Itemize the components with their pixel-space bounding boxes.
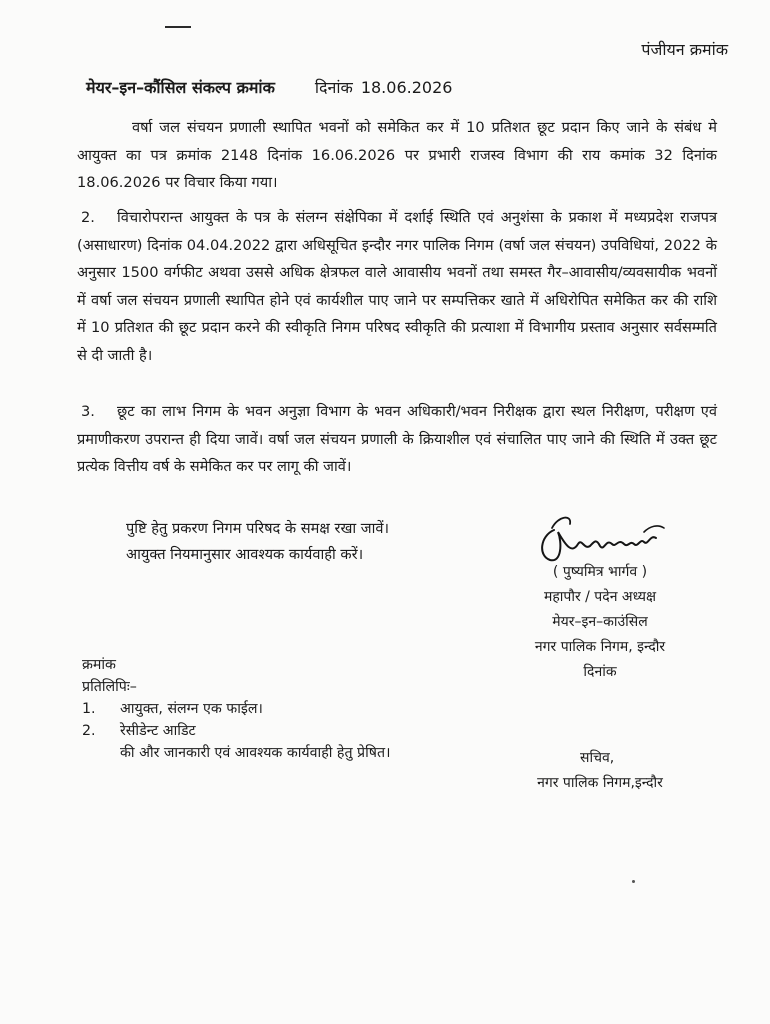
registration-number-label: पंजीयन क्रमांक (641, 40, 728, 59)
paper-speck (632, 880, 635, 883)
signatory-date-label: दिनांक (583, 664, 617, 680)
distribution-section (82, 654, 390, 764)
signatory-council: मेयर–इन–काउंसिल (552, 614, 648, 630)
secretary-block (500, 746, 700, 796)
distribution-item-text: रेसीडेन्ट आडिट (120, 723, 196, 739)
copy-to-label: प्रतिलिपिः– (82, 679, 137, 695)
signatory-name: ( पुष्यमित्र भार्गव ) (552, 564, 648, 580)
signatory-organization: नगर पालिक निगम, इन्दौर (534, 639, 666, 655)
paragraph-3 (77, 398, 717, 481)
distribution-item-number: 2. (82, 723, 96, 739)
signatory-designation: महापौर / पदेन अध्यक्ष (543, 589, 657, 605)
distribution-item-text: आयुक्त, संलग्न एक फाईल। (120, 701, 263, 717)
top-dash-mark (165, 26, 191, 28)
heading-date-value: 18.06.2026 (360, 78, 453, 97)
paragraph-3-text: छूट का लाभ निगम के भवन अनुज्ञा विभाग के भवन अधिकारी/भवन निरीक्षक द्वारा स्थल निरीक्षण, परीक्षण एवं प्रमाणीकरण उपरान्त ही दिया जावें। वर्षा जल संचयन प्रणाली के क्रियाशील एवं संचालित पाए जाने की स्थिति में उक्त छूट प्रत्येक वित्तीय वर्ष के समेकित कर पर लागू की जावें। (77, 403, 717, 475)
distribution-item (82, 698, 390, 720)
heading-date-label: दिनांक (314, 78, 353, 97)
distribution-item-number: 1. (82, 701, 96, 717)
closing-line-1: पुष्टि हेतु प्रकरण निगम परिषद के समक्ष रखा जावें। (126, 520, 390, 537)
distribution-item (82, 720, 390, 742)
secretary-title: सचिव, (580, 750, 615, 766)
secretary-organization: नगर पालिक निगम,इन्दौर (537, 775, 663, 791)
resolution-heading (86, 76, 452, 98)
paragraph-2-number: 2. (81, 209, 95, 226)
paragraph-3-number: 3. (81, 403, 95, 420)
resolution-label: मेयर–इन–कौंसिल संकल्प क्रमांक (86, 78, 275, 97)
distribution-footer: की और जानकारी एवं आवश्यक कार्यवाही हेतु प्रेषित। (120, 745, 391, 761)
paragraph-2-text: विचारोपरान्त आयुक्त के पत्र के संलग्न संक्षेपिका में दर्शाई स्थिति एवं अनुशंसा के प्रकाश में मध्यप्रदेश राजपत्र (असाधारण) दिनांक 04.04.2022 द्वारा अधिसूचित इन्दौर नगर पालिक निगम (वर्षा जल संचयन) उपविधियां, 2022 के अनुसार 1500 वर्गफीट अथवा उससे अधिक क्षेत्रफल वाले आवासीय भवनों तथा समस्त गैर–आवासीय/व्यवसायीक भवनों में वर्षा जल संचयन प्रणाली स्थापित होने एवं कार्यशील पाए जाने पर सम्पत्तिकर खाते में अधिरोपित समेकित कर की राशि में 10 प्रतिशत की छूट प्रदान करने की स्वीकृति निगम परिषद स्वीकृति की प्रत्याशा में विभागीय प्रस्ताव अनुसार सर्वसम्मति से दी जाती है। (77, 209, 717, 364)
paragraph-2 (77, 204, 717, 369)
closing-instructions (126, 516, 389, 568)
distribution-number-label: क्रमांक (82, 657, 116, 673)
paragraph-1: वर्षा जल संचयन प्रणाली स्थापित भवनों को समेकित कर में 10 प्रतिशत छूट प्रदान किए जाने के संबंध मे आयुक्त का पत्र क्रमांक 2148 दिनांक 16.06.2026 पर प्रभारी राजस्व विभाग की राय कमांक 32 दिनांक 18.06.2026 पर विचार किया गया। (77, 119, 717, 191)
signatory-block (500, 560, 700, 685)
closing-line-2: आयुक्त नियमानुसार आवश्यक कार्यवाही करें। (126, 546, 364, 563)
